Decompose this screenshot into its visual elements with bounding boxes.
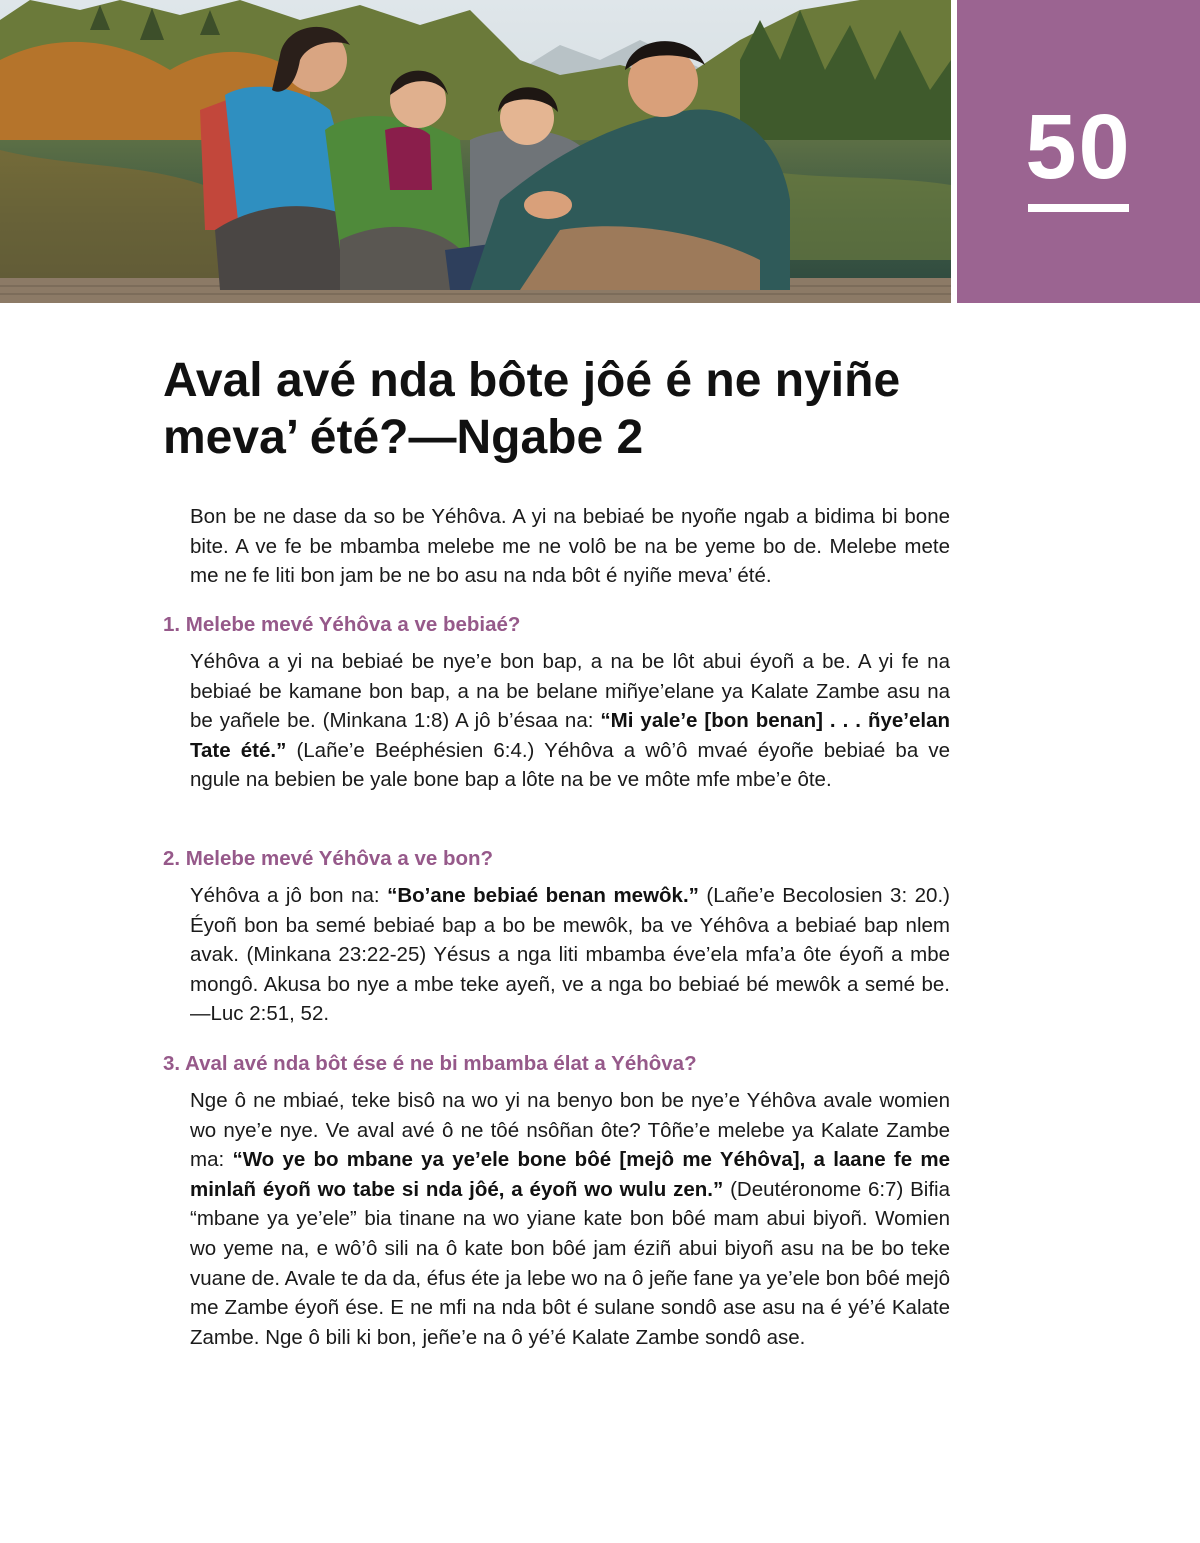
answer-3-text-end: (Deutéronome 6:7) Bifia “mbane ya ye’ele” bia tinane na wo yiane kate bon bôé mam abui biyoñ. Womien wo yeme na, e wô’ô sili na ô kate bon bôé jam éziñ abui biyoñ asu na be bo teke vuane de. Avale te da da, éfus éte ja lebe wo na ô jeñe fane ya ye’ele bon bôé mejô me Zambe éyoñ ése. E ne mfi na nda bôt é sulane sondô ase asu na é yé’é Kalate Zambe. Nge ô bili ki bon, jeñe’e na ô yé’é Kalate Zambe sondô ase. (190, 1177, 950, 1349)
answer-2-scripture-quote: “Bo’ane bebiaé benan mewôk.” (387, 884, 699, 907)
answer-3-text-start: Nge ô ne mbiaé, teke bisô na wo yi na benyo bon be nye’e Yéhôva avale womien wo nye’e nye. Ve aval avé ô ne tôé nsôñan ôte? Tôñe’e melebe ya Kalate Zambe ma: (190, 1089, 950, 1172)
question-2-heading: 2. Melebe mevé Yéhôva a ve bon? (163, 847, 494, 870)
answer-1-paragraph (190, 647, 950, 795)
answer-1-text-start: Yéhôva a yi na bebiaé be nye’e bon bap, a na be lôt abui éyoñ a be. A yi fe na bebiaé be kamane bon bap, a na be belane miñye’elane ya Kalate Zambe asu na be yañele be. (Minkana 1:8) A jô b’ésaa na: (190, 650, 950, 733)
answer-3-scripture-quote: “Wo ye bo mbane ya ye’ele bone bôé [mejô me Yéhôva], a laane fe me minlañ éyoñ wo tabe si nda jôé, a éyoñ wo wulu zen.” (190, 1148, 950, 1201)
lesson-number: 50 (1025, 96, 1132, 198)
lesson-number-box (957, 0, 1200, 303)
lesson-number-underline (1028, 204, 1129, 212)
hero-photo (0, 0, 951, 303)
answer-1-scripture-quote: “Mi yale’e [bon benan] . . . ñye’elan Tate été.” (190, 709, 950, 762)
question-3-heading: 3. Aval avé nda bôt ése é ne bi mbamba élat a Yéhôva? (163, 1052, 697, 1075)
answer-3-paragraph (190, 1086, 950, 1352)
answer-1-text-end: (Lañe’e Beéphésien 6:4.) Yéhôva a wô’ô mvaé éyoñe bebiaé ba ve ngule na bebien be yale bone bap a lôte na be ve môte mfe mbe’e ôte. (190, 738, 951, 792)
answer-2-text-start: Yéhôva a jô bon na: (190, 884, 388, 907)
question-1-heading: 1. Melebe mevé Yéhôva a ve bebiaé? (163, 613, 521, 636)
answer-2-text-end: (Lañe’e Becolosien 3: 20.) Éyoñ bon ba semé bebiaé bap a bo be mewôk, ba ve Yéhôva a bebiaé bap nlem avak. (Minkana 23:22-25) Yésus a nga liti mbamba éve’ela mfa’a ôte éyoñ a mbe mongô. Akusa bo nye a mbe teke ayeñ, ve a nga bo bebiaé bé mewôk a semé be.—Luc 2:51, 52. (190, 884, 950, 1026)
page-title: Aval avé nda bôte jôé é ne nyiñe meva’ été?—Ngabe 2 (163, 354, 901, 464)
intro-paragraph: Bon be ne dase da so be Yéhôva. A yi na bebiaé be nyoñe ngab a bidima bi bone bite. A ve fe be mbamba melebe me ne volô be na be yeme bo de. Melebe mete me ne fe liti bon jam be ne bo asu na nda bôt é nyiñe meva’ été. (190, 505, 950, 588)
answer-2-paragraph (190, 881, 950, 1029)
